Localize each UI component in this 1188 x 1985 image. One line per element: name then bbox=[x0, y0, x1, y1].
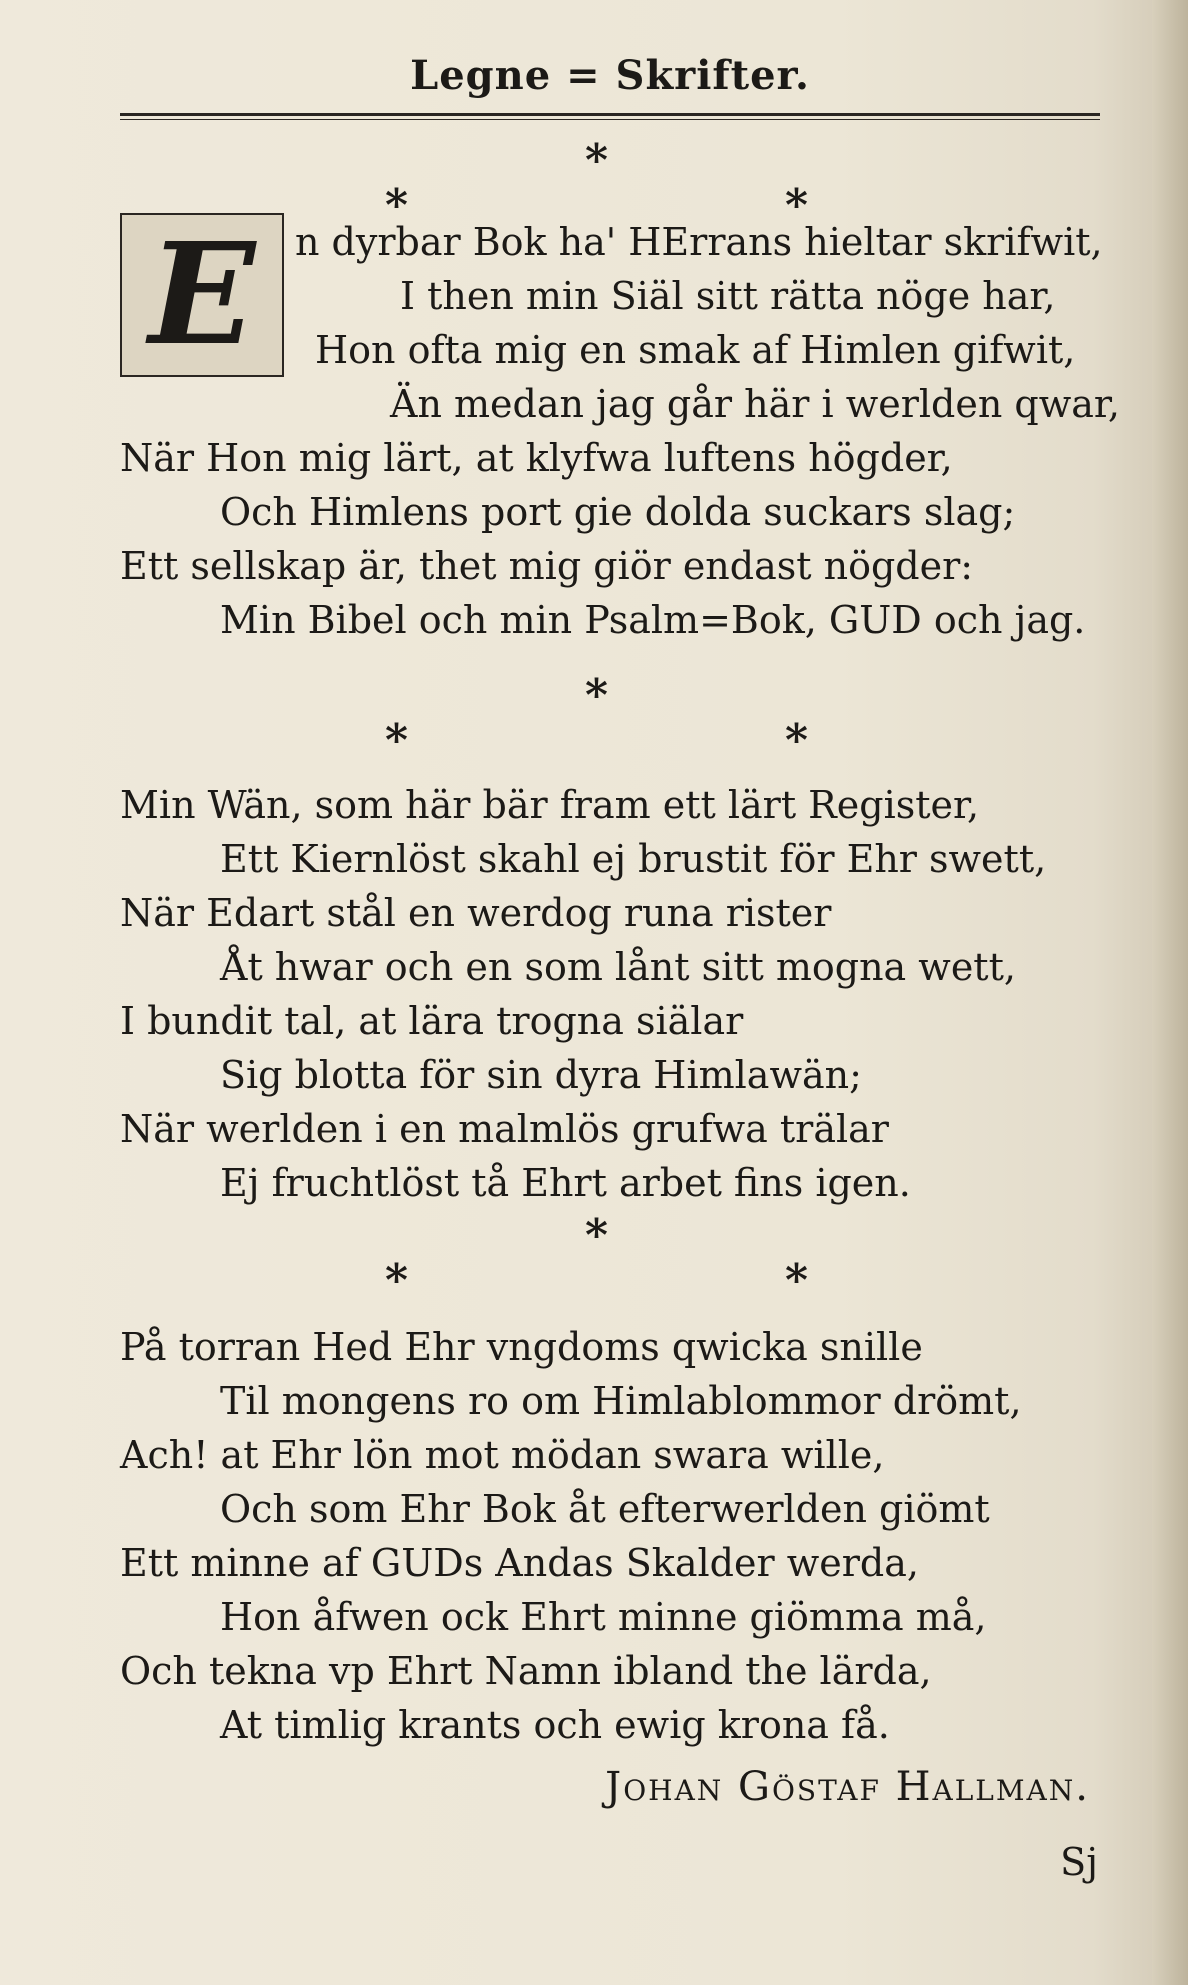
decorated-drop-cap: E bbox=[120, 213, 284, 377]
verse-line: Til mongens ro om Himlablommor drömt, bbox=[220, 1379, 1022, 1423]
verse-line: Och Himlens port gie dolda suckars slag; bbox=[220, 490, 1016, 534]
verse-line: Hon ofta mig en smak af Himlen gifwit, bbox=[315, 328, 1076, 372]
verse-line: Och tekna vp Ehrt Namn ibland the lärda, bbox=[120, 1649, 932, 1693]
asterism-ornament bbox=[120, 1210, 1100, 1320]
asterism-star: * bbox=[785, 715, 809, 766]
verse-line: Än medan jag går här i werlden qwar, bbox=[390, 382, 1120, 426]
catchword: Sj bbox=[1060, 1840, 1098, 1884]
verse-line: När werlden i en malmlös grufwa trälar bbox=[120, 1107, 889, 1151]
verse-line: n dyrbar Bok ha' HErrans hieltar skrifwit, bbox=[295, 220, 1103, 264]
verse-line: Hon åfwen ock Ehrt minne giömma må, bbox=[220, 1595, 987, 1639]
asterism-star: * bbox=[385, 180, 409, 231]
asterism-star: * bbox=[585, 135, 609, 186]
verse-line: I then min Siäl sitt rätta nöge har, bbox=[400, 274, 1056, 318]
verse-line: Min Bibel och min Psalm=Bok, GUD och jag. bbox=[220, 598, 1086, 642]
asterism-ornament bbox=[120, 670, 1100, 780]
verse-line: Och som Ehr Bok åt efterwerlden giömt bbox=[220, 1487, 990, 1531]
asterism-star: * bbox=[385, 715, 409, 766]
verse-line: I bundit tal, at lära trogna siälar bbox=[120, 999, 744, 1043]
verse-line: På torran Hed Ehr vngdoms qwicka snille bbox=[120, 1325, 923, 1369]
verse-line: När Hon mig lärt, at klyfwa luftens högder, bbox=[120, 436, 953, 480]
asterism-star: * bbox=[785, 180, 809, 231]
asterism-star: * bbox=[785, 1255, 809, 1306]
verse-line: Min Wän, som här bär fram ett lärt Register, bbox=[120, 783, 980, 827]
stanza-3 bbox=[120, 1320, 1100, 1752]
verse-line: Ett minne af GUDs Andas Skalder werda, bbox=[120, 1541, 919, 1585]
verse-line: När Edart stål en werdog runa rister bbox=[120, 891, 832, 935]
asterism-star: * bbox=[585, 670, 609, 721]
stanza-1 bbox=[120, 213, 1120, 647]
running-head: Legne = Skrifter. bbox=[410, 52, 810, 99]
verse-line: At timlig krants och ewig krona få. bbox=[220, 1703, 890, 1747]
verse-line: Ett sellskap är, thet mig giör endast nögder: bbox=[120, 544, 974, 588]
verse-line: Ett Kiernlöst skahl ej brustit för Ehr swett, bbox=[220, 837, 1047, 881]
header-rule bbox=[120, 113, 1100, 116]
page-gutter bbox=[1152, 0, 1188, 1985]
verse-line: Sig blotta för sin dyra Himlawän; bbox=[220, 1053, 862, 1097]
author-signature: Johan Göstaf Hallman. bbox=[605, 1764, 1090, 1810]
verse-line: Åt hwar och en som lånt sitt mogna wett, bbox=[220, 945, 1016, 989]
stanza-2 bbox=[120, 778, 1100, 1210]
verse-line: Ej fruchtlöst tå Ehrt arbet fins igen. bbox=[220, 1161, 911, 1205]
verse-line: Ach! at Ehr lön mot mödan swara wille, bbox=[120, 1433, 885, 1477]
asterism-star: * bbox=[585, 1210, 609, 1261]
asterism-star: * bbox=[385, 1255, 409, 1306]
